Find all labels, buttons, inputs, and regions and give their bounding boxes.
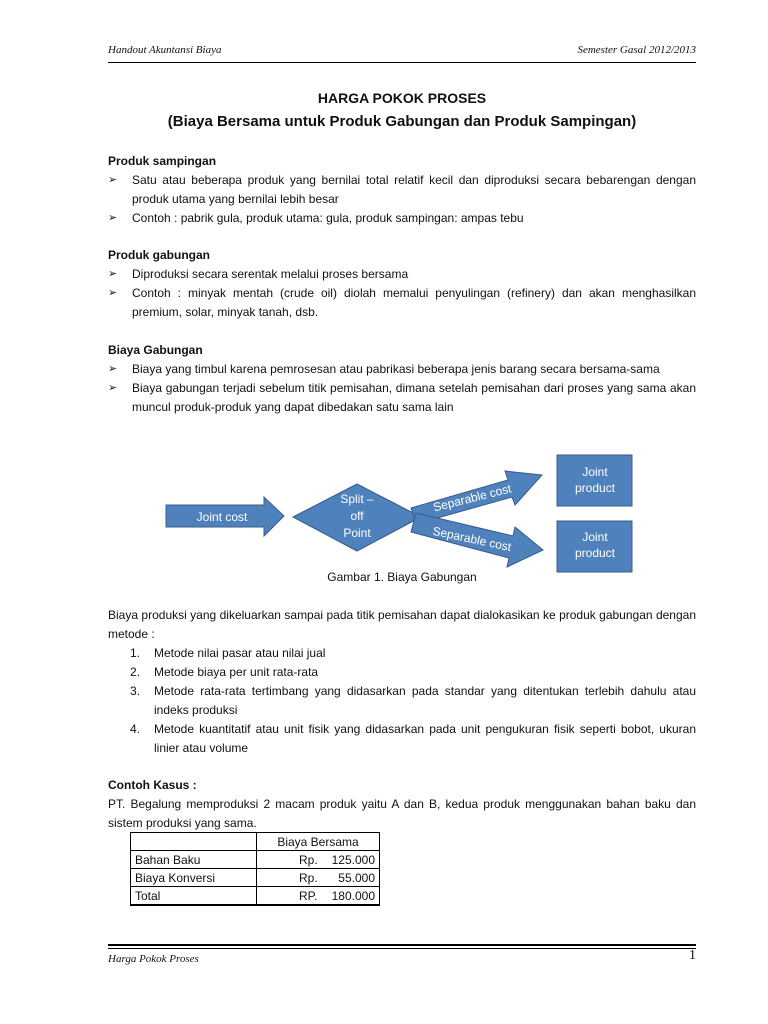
footer-rule-thin: [108, 948, 696, 949]
arrow-bullet-icon: ➢: [108, 382, 118, 394]
separable-cost-label-top: Separable cost: [431, 481, 513, 515]
table-row: Total RP. 180.000: [131, 887, 380, 906]
arrow-bullet-icon: ➢: [108, 287, 118, 299]
split-label-2: off: [350, 509, 364, 523]
table-header-row: [131, 833, 380, 851]
joint-product-boxes: [556, 452, 636, 582]
joint-product-top-line2: product: [574, 481, 616, 495]
alokasi-intro: Biaya produksi yang dikeluarkan sampai pada titik pemisahan dapat dialokasikan ke produk gabungan dengan metode :: [108, 608, 696, 641]
footer-rule-thick: [108, 944, 696, 946]
list-item: ➢ Diproduksi secara serentak melalui proses bersama: [108, 265, 696, 284]
section-heading: Produk sampingan: [108, 154, 217, 168]
joint-product-bottom-line1: Joint: [582, 530, 608, 544]
list-item: ➢ Biaya yang timbul karena pemrosesan atau pabrikasi beberapa jenis barang secara bersama-sama: [108, 360, 696, 379]
section-produk-gabungan: [108, 246, 696, 322]
joint-cost-label: Joint cost: [196, 510, 248, 524]
list-item: ➢ Contoh : minyak mentah (crude oil) diolah memalui penyulingan (refinery) dan akan menghasilkan premium, solar, minyak tanah, dsb.: [108, 286, 696, 319]
arrow-bullet-icon: ➢: [108, 363, 118, 375]
figure-caption: Gambar 1. Biaya Gabungan: [327, 570, 477, 584]
table-row: Biaya Konversi Rp. 55.000: [131, 869, 380, 887]
header-right: Semester Gasal 2012/2013: [577, 44, 696, 56]
table-header: Biaya Bersama: [257, 833, 380, 851]
joint-cost-diagram: [160, 450, 560, 580]
separable-cost-label-bottom: Separable cost: [431, 523, 513, 555]
biaya-bersama-table: [130, 832, 380, 906]
footer-left: Harga Pokok Proses: [108, 953, 199, 965]
arrow-bullet-icon: ➢: [108, 268, 118, 280]
page-title: HARGA POKOK PROSES: [317, 90, 487, 106]
section-biaya-gabungan: [108, 341, 696, 417]
arrow-bullet-icon: ➢: [108, 212, 118, 224]
table-row: Bahan Baku Rp. 125.000: [131, 851, 380, 869]
list-item: ➢ Contoh : pabrik gula, produk utama: gula, produk sampingan: ampas tebu: [108, 209, 696, 228]
list-item: 2. Metode biaya per unit rata-rata: [130, 665, 319, 679]
joint-product-top-line1: Joint: [582, 465, 608, 479]
section-contoh-kasus: [108, 776, 696, 833]
page-subtitle: (Biaya Bersama untuk Produk Gabungan dan Produk Sampingan): [167, 113, 637, 130]
section-alokasi: [108, 606, 696, 758]
page-header: [108, 40, 696, 60]
list-item: 4. Metode kuantitatif atau unit fisik yang didasarkan pada unit pengukuran fisik seperti bobot, ukuran linier atau volume: [130, 722, 696, 755]
section-heading: Contoh Kasus :: [108, 778, 197, 792]
list-item: 3. Metode rata-rata tertimbang yang didasarkan pada standar yang ditentukan terlebih dahulu atau indeks produksi: [130, 684, 696, 717]
joint-product-bottom-line2: product: [574, 546, 616, 560]
split-label-1: Split –: [340, 492, 374, 506]
kasus-text: PT. Begalung memproduksi 2 macam produk yaitu A dan B, kedua produk menggunakan bahan baku dan sistem produksi yang sama.: [108, 797, 696, 830]
list-item: ➢ Biaya gabungan terjadi sebelum titik pemisahan, dimana setelah pemisahan dari proses yang sama akan muncul produk-produk yang dapat dibedakan satu sama lain: [108, 381, 696, 414]
list-item: 1. Metode nilai pasar atau nilai jual: [130, 646, 326, 660]
page-number: 1: [689, 948, 696, 963]
arrow-bullet-icon: ➢: [108, 174, 118, 186]
header-rule: [108, 62, 696, 63]
list-item: ➢ Satu atau beberapa produk yang bernilai total relatif kecil dan diproduksi secara bebarengan dengan produk utama yang bernilai lebih besar: [108, 173, 696, 206]
section-heading: Biaya Gabungan: [108, 343, 203, 357]
header-left: Handout Akuntansi Biaya: [108, 44, 222, 56]
section-produk-sampingan: [108, 152, 696, 228]
page-footer: [108, 950, 696, 970]
section-heading: Produk gabungan: [108, 248, 210, 262]
split-label-3: Point: [343, 526, 371, 540]
